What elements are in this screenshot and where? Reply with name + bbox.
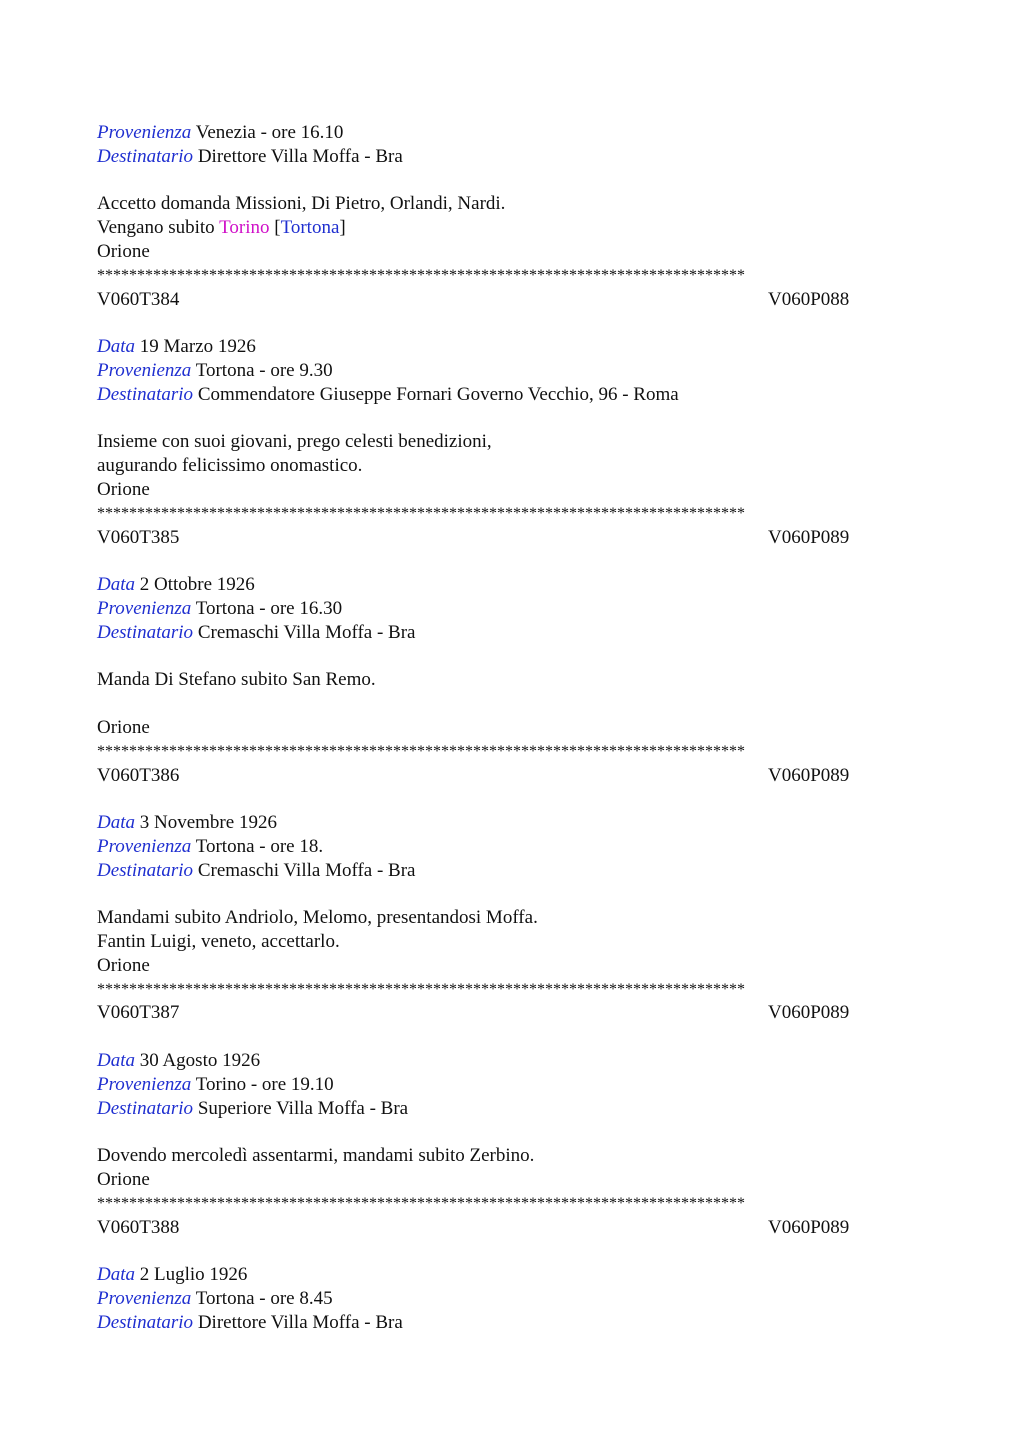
document-page <box>97 121 927 1335</box>
data-value: 2 Ottobre 1926 <box>139 574 255 596</box>
separator: ********************************************************************************* <box>97 266 745 284</box>
destinatario-line <box>97 1311 927 1335</box>
destinatario-value: Direttore Villa Moffa - Bra <box>197 145 403 167</box>
provenienza-line <box>97 597 927 621</box>
provenienza-line <box>97 359 927 383</box>
destinatario-line <box>97 621 927 645</box>
destinatario-value: Commendatore Giuseppe Fornari Governo Vecchio, 96 - Roma <box>197 383 679 405</box>
telegram-body-line: augurando felicissimo onomastico. <box>97 455 363 477</box>
destinatario-value: Direttore Villa Moffa - Bra <box>197 1311 403 1333</box>
entry-id: V060T384 <box>97 288 180 310</box>
entry-id-row <box>97 526 927 550</box>
provenienza-value: Tortona - ore 18. <box>195 835 324 857</box>
page-id: V060P088 <box>768 288 850 310</box>
telegram-body-line: Dovendo mercoledì assentarmi, mandami subito Zerbino. <box>97 1145 535 1167</box>
provenienza-value: Tortona - ore 8.45 <box>195 1288 333 1310</box>
data-value: 3 Novembre 1926 <box>139 812 277 834</box>
signature: Orione <box>97 240 150 262</box>
entry-id-row <box>97 288 927 312</box>
provenienza-value: Tortona - ore 9.30 <box>195 359 333 381</box>
destinatario-label: Destinatario <box>97 859 194 881</box>
signature: Orione <box>97 1169 150 1191</box>
entry-id: V060T386 <box>97 764 180 786</box>
telegram-body-line: Mandami subito Andriolo, Melomo, presentandosi Moffa. <box>97 907 538 929</box>
telegram-body-line: Vengano subito Torino [Tortona] <box>97 217 346 239</box>
page-id: V060P089 <box>768 764 850 786</box>
provenienza-line <box>97 835 927 859</box>
destinatario-value: Cremaschi Villa Moffa - Bra <box>197 621 416 643</box>
destinatario-value: Superiore Villa Moffa - Bra <box>197 1097 409 1119</box>
destinatario-label: Destinatario <box>97 621 194 643</box>
provenienza-label: Provenienza <box>97 1073 192 1095</box>
separator: ********************************************************************************* <box>97 980 745 998</box>
data-line <box>97 335 927 359</box>
telegram-body-line: Accetto domanda Missioni, Di Pietro, Orlandi, Nardi. <box>97 193 506 215</box>
page-id: V060P089 <box>768 1216 850 1238</box>
provenienza-value: Venezia - ore 16.10 <box>195 122 344 143</box>
data-label: Data <box>97 812 135 834</box>
entry-id-row <box>97 1216 927 1240</box>
destinatario-value: Cremaschi Villa Moffa - Bra <box>197 859 416 881</box>
data-value: 2 Luglio 1926 <box>139 1264 248 1286</box>
telegram-body-line: Manda Di Stefano subito San Remo. <box>97 669 376 691</box>
data-label: Data <box>97 336 135 358</box>
provenienza-line <box>97 1287 927 1311</box>
provenienza-label: Provenienza <box>97 359 192 381</box>
data-line <box>97 1263 927 1287</box>
page-id: V060P089 <box>768 526 850 548</box>
provenienza-line <box>97 1073 927 1097</box>
signature: Orione <box>97 716 150 738</box>
page-id: V060P089 <box>768 1002 850 1024</box>
data-line <box>97 1049 927 1073</box>
place-tortona: Tortona <box>280 217 340 239</box>
entry-id: V060T388 <box>97 1216 180 1238</box>
provenienza-value: Tortona - ore 16.30 <box>195 597 343 619</box>
provenienza-label: Provenienza <box>97 597 192 619</box>
data-label: Data <box>97 1264 135 1286</box>
provenienza-label: Provenienza <box>97 1288 192 1310</box>
separator: ********************************************************************************* <box>97 504 745 522</box>
destinatario-label: Destinatario <box>97 145 194 167</box>
entry-id: V060T387 <box>97 1002 180 1024</box>
telegram-body-line: Insieme con suoi giovani, prego celesti benedizioni, <box>97 431 492 453</box>
provenienza-label: Provenienza <box>97 835 192 857</box>
destinatario-line <box>97 1097 927 1121</box>
entry-id: V060T385 <box>97 526 180 548</box>
provenienza-value: Torino - ore 19.10 <box>195 1073 334 1095</box>
destinatario-label: Destinatario <box>97 383 194 405</box>
place-torino: Torino <box>219 217 270 239</box>
destinatario-label: Destinatario <box>97 1311 194 1333</box>
separator: ********************************************************************************* <box>97 1194 745 1212</box>
provenienza-line <box>97 121 927 145</box>
entry-id-row <box>97 764 927 788</box>
data-line <box>97 573 927 597</box>
provenienza-label: Provenienza <box>97 122 192 143</box>
data-label: Data <box>97 574 135 596</box>
destinatario-label: Destinatario <box>97 1097 194 1119</box>
destinatario-line <box>97 145 927 169</box>
entry-id-row <box>97 1001 927 1025</box>
separator: ********************************************************************************* <box>97 742 745 760</box>
data-label: Data <box>97 1050 135 1072</box>
signature: Orione <box>97 954 150 976</box>
destinatario-line <box>97 859 927 883</box>
data-value: 19 Marzo 1926 <box>139 336 256 358</box>
telegram-body-line: Fantin Luigi, veneto, accettarlo. <box>97 931 340 953</box>
signature: Orione <box>97 478 150 500</box>
data-line <box>97 811 927 835</box>
data-value: 30 Agosto 1926 <box>139 1050 261 1072</box>
destinatario-line <box>97 383 927 407</box>
